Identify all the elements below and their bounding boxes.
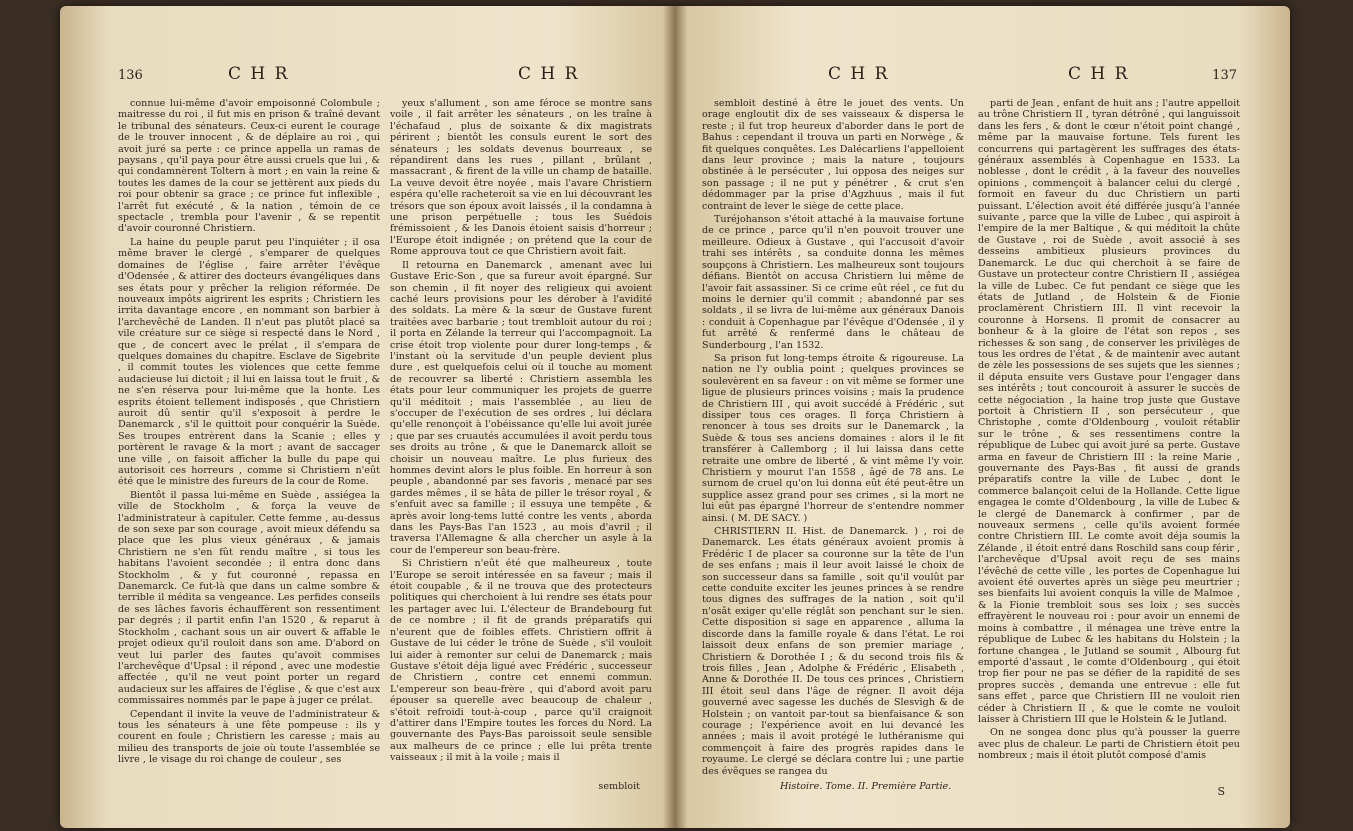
left-page	[90, 6, 670, 828]
left-page-header	[118, 64, 642, 90]
right-running-head-1: C H R	[828, 64, 890, 84]
left-running-head-2: C H R	[518, 64, 580, 84]
paragraph: Bientôt il passa lui-même en Suède , assiégea la ville de Stockholm , & força la veuve de l'administrateur à capituler. Cette femme , au-dessus de son sexe par son courage , avoit mieux défendu sa place que les plus vieux généraux , & jamais Christiern ne s'en fût rendu maître , si tous les habitans l'avoient secondée ; il entra donc dans Stockholm , & y fut couronné , repassa en Danemarck. Ce fut-là que dans un calme sombre & terrible il médita sa vengeance. Les perfides conseils de ses lâches favoris échauffèrent son ressentiment par degrés ; il partit enfin l'an 1520 , & reparut à Stockholm , cachant sous un air ouvert & affable le projet odieux qu'il rouloit dans son ame. D'abord on veut lui parler des fautes qu'avoit commises l'archevêque d'Upsal : il répond , avec une modestie affectée , qu'il ne veut point porter un regard audacieux sur les affaires de l'église , & que c'est aux commissaires nommés par le pape à juger ce prélat.	[118, 489, 380, 707]
right-page-header	[708, 64, 1237, 90]
right-running-head-2: C H R	[1068, 64, 1130, 84]
paragraph: yeux s'allument , son ame féroce se montre sans voile , il fait arrêter les sénateurs , on les traîne à l'échafaud , plus de soixante & dix magistrats périrent ; bientôt les consuls eurent le sort des sénateurs ; les soldats devenus bourreaux , se répandirent dans les rues , pillant , brûlant , massacrant , & firent de la ville un champ de bataille. La veuve devoit être noyée , mais l'avare Christiern espéra qu'elle racheteroit sa vie en lui découvrant les trésors que son époux avoit laissés , il la condamna à une prison perpétuelle ; tous les Suédois frémissoient , & les Danois étoient saisis d'horreur ; l'Europe étoit indignée ; on prétend que la cour de Rome approuva tout ce que Christiern avoit fait.	[390, 98, 652, 258]
paragraph: Si Christiern n'eût été que malheureux , toute l'Europe se seroit intéressée en sa faveur ; mais il étoit coupable , & il ne trouva que des protecteurs politiques qui cherchoient à lui rendre ses états pour les partager avec lui. L'électeur de Brandebourg fut de ce nombre ; il fit de grands préparatifs qui n'eurent que de foibles effets. Christiern offrit à Gustave de lui céder le trône de Suède , s'il vouloit lui aider à remonter sur celui de Danemarck ; mais Gustave s'étoit déja ligué avec Frédéric , successeur de Christiern , contre cet ennemi commun. L'empereur son beau-frère , qui d'abord avoit paru épouser sa querelle avec beaucoup de chaleur , s'étoit refroidi tout-à-coup , parce qu'il craignoit d'attirer dans l'Empire toutes les forces du Nord. La gouvernante des Pays-Bas paroissoit seule sensible aux malheurs de ce prince ; elle lui prêta trente vaisseaux ; il mit à la voile ; mais il	[390, 558, 652, 764]
paragraph: parti de Jean , enfant de huit ans ; l'autre appelloit au trône Christiern II , tyran détrôné , qui languissoit dans les fers , & dont le cœur n'étoit point changé , même par la mauvaise fortune. Tels furent les concurrens qui partagèrent les suffrages des états-généraux assemblés à Copenhague en 1533. La noblesse , dont le crédit , à la faveur des nouvelles opinions , commençoit à balancer celui du clergé , formoit en faveur du duc Christiern un parti puissant. L'élection avoit été différée jusqu'à l'année suivante , parce que la ville de Lubec , qui aspiroit à l'empire de la mer Baltique , & qui méditoit la chûte de Gustave , roi de Suède , avoit associé à ses desseins ambitieux plusieurs provinces du Danemarck. Le duc qui cherchoit à se faire de Gustave un protecteur contre Christiern II , assiégea la ville de Lubec. Ce fut pendant ce siège que les états de Jutland , de Holstein & de Fionie proclamèrent Christiern III. Il vint recevoir la couronne à Horsens. Il promit de consacrer au bonheur & à la gloire de l'état son repos , ses richesses & son sang , de conserver les privilèges de tous les ordres de l'état , & de maintenir avec autant de zèle les possessions de ses sujets que les siennes ; il députa ensuite vers Gustave pour l'engager dans ses intérêts ; tout concouroit à assurer le succès de cette négociation , la haine trop juste que Gustave portoit à Christiern II , son persécuteur , que Christophe , comte d'Oldenbourg , vouloit rétablir sur le trône , & ses ressentimens contre la république de Lubec qui avoit juré sa perte. Gustave arma en faveur de Christiern III : la reine Marie , gouvernante des Pays-Bas , fit aussi de grands préparatifs contre la ville de Lubec , dont le commerce balançoit celui de la Hollande. Cette ligue engagea le comte d'Oldenbourg , la ville de Lubec & le clergé de Danemarck à confirmer , par de nouveaux sermens , celle qu'ils avoient formée contre Christiern III. Le comte avoit déja soumis la Zélande , il étoit entré dans Roschild sans coup férir , l'archevêque d'Upsal avoit reçu de ses mains l'évêché de cette ville , les portes de Copenhague lui avoient été ouvertes après un siège peu meurtrier ; ses bienfaits lui avoient conquis la ville de Malmoe , & la Fionie trembloit sous ses loix ; ses succès effrayèrent le nouveau roi : pour avoir un ennemi de moins à combattre , il ménagea une trève entre la république de Lubec & les habitans du Holstein ; la fortune changea , le Jutland se soumit , Albourg fut emporté d'assaut , le comte d'Oldenbourg , qui étoit trop fier pour ne pas se défier de la rapidité de ses propres succès , demanda une entrevue : elle fut sans effet , parce que Christiern III ne vouloit rien céder à Christiern II , & que le comte ne vouloit laisser à Christiern III que le Holstein & le Jutland.	[978, 98, 1240, 725]
paragraph: La haine du peuple parut peu l'inquiéter ; il osa même braver le clergé , s'emparer de quelques domaines de l'église , faire arrêter l'évêque d'Odensée , & attirer des docteurs évangéliques dans ses états pour y prêcher la religion réformée. De nouveaux impôts aigrirent les esprits ; Christiern les irrita davantage encore , en nommant son barbier à l'archevêché de Landen. Il n'eut pas plutôt placé sa vile créature sur ce siège si respecté dans le Nord , que , de concert avec le prélat , il s'empara de quelques domaines du chapitre. Esclave de Sigebrite , il commit toutes les violences que cette femme audacieuse lui dictoit ; il lui en laissa tout le fruit , & ne s'en réserva pour lui-même que la honte. Les esprits étoient tellement indisposés , que Christiern auroit dû sentir qu'il s'exposoit à perdre le Danemarck , s'il le quittoit pour conquérir la Suède. Ses troupes entrèrent dans la Scanie ; elles y portèrent le ravage & la mort ; avant de saccager une ville , on faisoit afficher la bulle du pape qui autorisoit ces horreurs , comme si Christiern n'eût été que le ministre des fureurs de la cour de Rome.	[118, 236, 380, 488]
signature-mark: S	[1217, 785, 1225, 798]
open-book	[60, 6, 1290, 828]
paragraph: CHRISTIERN II. Hist. de Danemarck. ) , roi de Danemarck. Les états généraux avoient promis à Frédéric I de placer sa couronne sur la tête de l'un de ses enfans ; mais il leur avoit laissé le choix de son successeur dans sa famille , soit qu'il voulût par cette conduite exciter les jeunes princes à se rendre tous dignes des suffrages de la nation , soit qu'il n'osât exiger qu'elle réglât son penchant sur le sien. Cette disposition si sage en apparence , alluma la discorde dans la famille royale & dans l'état. Le roi laissoit deux enfans de son premier mariage , Christiern & Dorothée I ; & du second trois fils & trois filles , Jean , Adolphe & Frédéric , Elisabeth , Anne & Dorothée II. De tous ces princes , Christiern III étoit seul dans l'âge de régner. Il avoit déja gouverné avec sagesse les duchés de Slesvigh & de Holstein ; on vantoit par-tout sa bienfaisance & son courage ; l'expérience avoit en lui devancé les années ; mais il avoit protégé le luthéranisme qui commençoit à faire des progrès rapides dans le royaume. Le clergé se déclara contre lui ; une partie des évêques se rangea du	[702, 526, 964, 777]
left-page-column-2	[390, 98, 652, 788]
paragraph: Il retourna en Danemarck , amenant avec lui Gustave Eric-Son , que sa fureur avoit épargné. Sur son chemin , il fit noyer des religieux qui avoient caché leurs provisions pour les dérober à l'avidité des soldats. La mère & la sœur de Gustave furent traitées avec barbarie ; tout trembloit autour du roi ; il porta en Zélande la terreur qui l'accompagnoit. La crise étoit trop violente pour durer long-temps , & l'instant où la servitude d'un peuple devient plus dure , est quelquefois celui où il touche au moment de recouvrer sa liberté : Christiern assembla les états pour leur communiquer les projets de guerre qu'il méditoit ; mais l'assemblée , au lieu de s'occuper de l'exécution de ses ordres , lui déclara qu'elle renonçoit à l'obéissance qu'elle lui avoit jurée ; que par ses cruautés accumulées il avoit perdu tous ses droits au trône , & que le Danemarck alloit se choisir un nouveau maître. Le plus furieux des hommes devint alors le plus foible. En horreur à son peuple , abandonné par ses favoris , menacé par ses gardes mêmes , il se hâta de piller le trésor royal , & s'enfuit avec sa famille ; il essuya une tempête , & après avoir long-tems lutté contre les vents , aborda dans les Pays-Bas l'an 1523 , au mois d'avril ; il traversa l'Allemagne & alla chercher un asyle à la cour de l'empereur son beau-frère.	[390, 259, 652, 556]
right-page-number: 137	[1212, 68, 1237, 83]
paragraph: connue lui-même d'avoir empoisonné Colombule ; maitresse du roi , il fut mis en prison & traîné devant le tribunal des sénateurs. Ceux-ci eurent le courage de le trouver innocent , & de déplaire au roi , qui avoit juré sa perte : ce prince appella un ramas de paysans , qu'il paya pour être aussi cruels que lui , & qui condamnèrent Toltern à mort ; en vain la reine & toutes les dames de la cour se jettèrent aux pieds du roi pour obtenir sa grace ; ce prince fut inflexible , l'arrêt fut exécuté , & la nation , témoin de ce spectacle , trembla pour l'avenir , & se repentit d'avoir couronné Christiern.	[118, 98, 380, 235]
right-page-column-1	[702, 98, 964, 777]
right-page	[680, 6, 1265, 828]
left-running-head-1: C H R	[228, 64, 290, 84]
right-page-column-2	[978, 98, 1240, 762]
paragraph: Turéjohanson s'étoit attaché à la mauvaise fortune de ce prince , parce qu'il n'en pouvoit trouver une meilleure. Odieux à Gustave , qui l'accusoit d'avoir trahi ses intérêts , sa conduite donna les mêmes soupçons à Christiern. Les malheureux sont toujours défians. Bientôt on accusa Christiern lui même de l'avoir fait assassiner. Si ce crime eût réel , ce fut du moins le dernier qu'il commit ; abandonné par ses soldats , il se livra de lui-même aux généraux Danois : conduit à Copenhague par l'évêque d'Odensée , il y fut arrêté & renfermé dans le château de Sunderbourg , l'an 1532.	[702, 214, 964, 351]
paragraph: Cependant il invite la veuve de l'administrateur & tous les sénateurs à une fête pompeuse : ils y courent en foule ; Christiern les caresse ; mais au milieu des transports de joie où toute l'assemblée se livre , le visage du roi change de couleur , ses	[118, 708, 380, 766]
left-page-column-1	[118, 98, 380, 788]
paragraph: sembloit destiné à être le jouet des vents. Un orage engloutit dix de ses vaisseaux & dispersa le reste ; il fut trop heureux d'aborder dans le port de Bahus : cependant il trouva un parti en Norwège , & fit quelques conquêtes. Les Dalécarliens l'appelloient dans leur province ; mais la nature , toujours obstinée à le persécuter , lui opposa des neiges sur son passage ; il ne put y pénétrer , & crut s'en dédommager par la prise d'Agzhuus , mais il fut contraint de lever le siège de cette place.	[702, 98, 964, 212]
paragraph: Sa prison fut long-temps étroite & rigoureuse. La nation ne l'y oublia point ; quelques provinces se soulevèrent en sa faveur : on vit même se former une ligue de plusieurs princes voisins ; mais la prudence de Christiern III , qui avoit succédé à Frédéric , sut dissiper tous ces orages. Il força Christiern à renoncer à tous ses droits sur le Danemarck , la Suède & tous ses anciens domaines : alors il le fit transférer à Callemborg ; il lui laissa dans cette retraite une ombre de liberté , & vint même l'y voir. Christiern y mourut l'an 1558 , âgé de 78 ans. Le surnom de cruel qu'on lui donna eût été peut-être un supplice assez grand pour ses crimes , si la mort ne lui eût pas épargné l'horreur de s'entendre nommer ainsi. ( M. DE SACY. )	[702, 352, 964, 524]
paragraph: On ne songea donc plus qu'à pousser la guerre avec plus de chaleur. Le parti de Christiern étoit peu nombreux ; mais il étoit plutôt composé d'amis	[978, 727, 1240, 762]
footer-note: Histoire. Tome. II. Première Partie.	[780, 781, 952, 792]
left-page-number: 136	[118, 68, 143, 83]
left-catchword: sembloit	[598, 781, 640, 792]
